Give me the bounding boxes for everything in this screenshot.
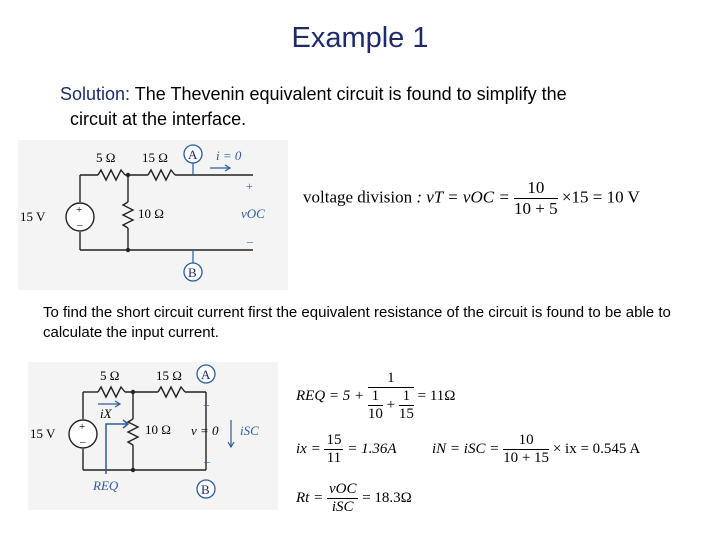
circuit2-plus: + — [203, 398, 210, 412]
req-den-b-den: 15 — [398, 406, 414, 422]
page-title: Example 1 — [291, 22, 429, 54]
circuit1-node-b: B — [188, 265, 197, 280]
svg-text:–: – — [77, 219, 83, 231]
rt-num: vOC — [328, 481, 357, 497]
circuit2-ix-label: iX — [100, 406, 112, 421]
voltage-division-equation — [303, 178, 640, 219]
in-den: 10 + 15 — [503, 450, 550, 466]
thevenin-circuit-diagram — [18, 140, 288, 290]
short-circuit-diagram — [28, 362, 278, 510]
req-den-b-num: 1 — [399, 388, 414, 406]
rt-equation — [296, 481, 412, 516]
vd-label: voltage division — [303, 187, 413, 207]
circuit2-req-label: REQ — [93, 478, 119, 493]
circuit1-plus: + — [246, 179, 253, 193]
circuit2-source-label: 15 V — [30, 426, 56, 441]
ix-lhs: ix = — [296, 440, 321, 457]
circuit1-voc-label: vOC — [241, 206, 265, 221]
req-den-a-num: 1 — [368, 388, 383, 406]
solution-text — [60, 82, 700, 132]
circuit1-current-label: i = 0 — [216, 148, 242, 163]
ix-equation — [296, 432, 397, 467]
ix-rhs: = 1.36A — [347, 440, 397, 457]
circuit2-node-a: A — [201, 367, 211, 382]
circuit1-node-a: A — [188, 147, 198, 162]
req-den-a-den: 10 — [367, 406, 383, 422]
in-equation — [432, 432, 640, 467]
req-num: 1 — [368, 370, 414, 388]
vd-numerator: 10 — [514, 178, 558, 199]
circuit1-r1-label: 5 Ω — [96, 150, 116, 165]
rt-den: iSC — [331, 499, 354, 515]
vd-denominator: 10 + 5 — [514, 199, 558, 218]
short-circuit-paragraph: To find the short circuit current first the equivalent resistance of the circuit is found to be able to calculate the input current. — [43, 304, 671, 341]
svg-text:+: + — [79, 421, 86, 433]
circuit2-r2-label: 15 Ω — [156, 368, 182, 383]
rt-rhs: = 18.3Ω — [362, 489, 412, 506]
circuit1-source-label: 15 V — [20, 209, 46, 224]
ix-num: 15 — [326, 432, 342, 448]
circuit1-r2-label: 15 Ω — [142, 150, 168, 165]
req-lhs: REQ = 5 + — [296, 387, 365, 404]
req-rhs: = 11Ω — [417, 387, 456, 404]
circuit2-node-b: B — [201, 482, 210, 497]
solution-line1: The Thevenin equivalent circuit is found to simplify the — [134, 84, 567, 104]
in-rhs: × ix = 0.545 A — [552, 440, 641, 457]
in-num: 10 — [503, 432, 549, 450]
req-equation — [296, 370, 455, 423]
circuit1-r3-label: 10 Ω — [138, 206, 164, 221]
vd-rhs: ×15 = 10 V — [561, 187, 640, 207]
circuit2-minus: – — [204, 454, 210, 468]
circuit2-r1-label: 5 Ω — [100, 368, 120, 383]
circuit2-r3-label: 10 Ω — [145, 422, 171, 437]
rt-lhs: Rt = — [296, 489, 324, 506]
req-den-plus: + — [386, 396, 396, 413]
vd-lhs: : vT = vOC = — [416, 187, 510, 207]
svg-text:+: + — [76, 204, 83, 216]
ix-den: 11 — [326, 450, 342, 466]
svg-text:–: – — [80, 436, 86, 448]
solution-label: Solution: — [60, 84, 131, 104]
solution-line2: circuit at the interface. — [70, 109, 247, 129]
circuit1-minus: – — [247, 234, 253, 248]
circuit2-v0-label: v = 0 — [191, 423, 219, 438]
circuit2-isc-label: iSC — [240, 423, 259, 438]
in-lhs: iN = iSC = — [432, 440, 500, 457]
